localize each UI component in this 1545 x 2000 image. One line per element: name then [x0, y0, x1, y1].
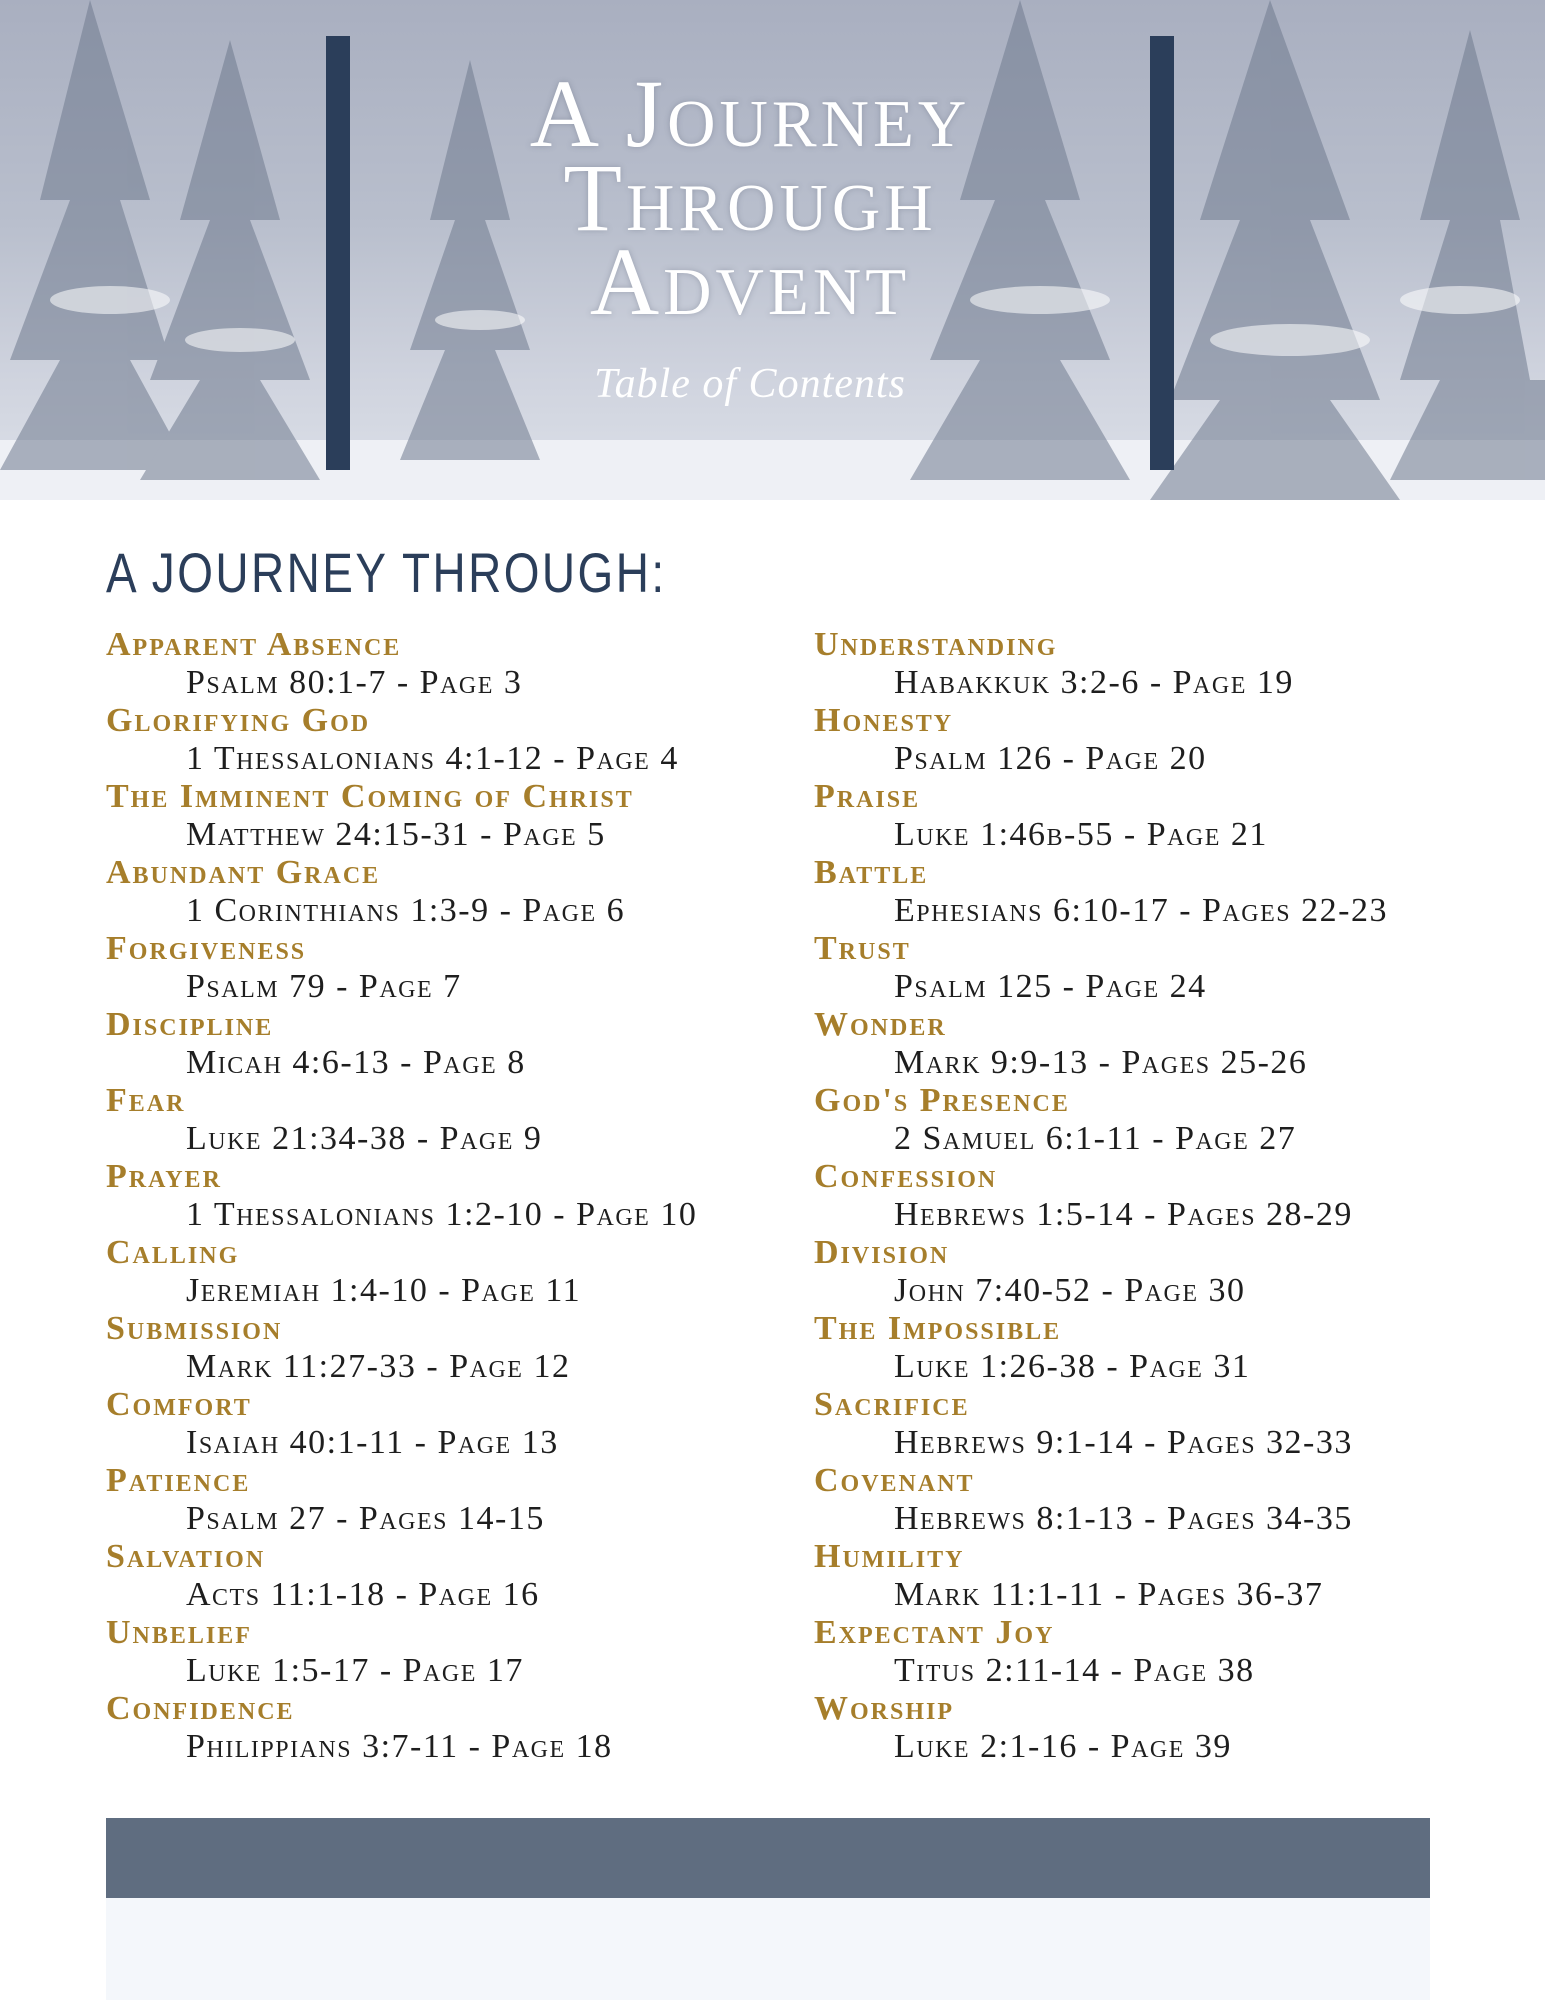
right-contents-column [814, 626, 1388, 1766]
toc-topic: Salvation [106, 1538, 266, 1575]
toc-topic: Fear [106, 1082, 186, 1119]
toc-topic: Glorifying God [106, 702, 371, 739]
right-accent-bar [1150, 36, 1174, 470]
toc-topic: Patience [106, 1462, 251, 1499]
toc-reference: Psalm 125 - Page 24 [894, 968, 1207, 1005]
footer-band [106, 1818, 1430, 1898]
toc-topic: Sacrifice [814, 1386, 970, 1423]
toc-reference: Philippians 3:7-11 - Page 18 [186, 1728, 613, 1765]
left-accent-bar [326, 36, 350, 470]
toc-entry [814, 854, 1388, 930]
toc-entry [814, 1006, 1388, 1082]
toc-topic: Confidence [106, 1690, 295, 1727]
toc-reference: Psalm 126 - Page 20 [894, 740, 1207, 777]
toc-reference: Mark 9:9-13 - Pages 25-26 [894, 1044, 1308, 1081]
toc-topic: Prayer [106, 1158, 222, 1195]
toc-entry [814, 626, 1388, 702]
toc-entry [106, 1158, 697, 1234]
toc-entry [106, 1006, 697, 1082]
toc-topic: Humility [814, 1538, 965, 1575]
toc-reference: Luke 1:26-38 - Page 31 [894, 1348, 1251, 1385]
toc-topic: Division [814, 1234, 950, 1271]
toc-reference: Micah 4:6-13 - Page 8 [186, 1044, 526, 1081]
toc-entry [106, 778, 697, 854]
toc-reference: Habakkuk 3:2-6 - Page 19 [894, 664, 1294, 701]
toc-reference: Hebrews 1:5-14 - Pages 28-29 [894, 1196, 1353, 1233]
title-line: Through [563, 144, 937, 251]
toc-entry [814, 1690, 1388, 1766]
toc-topic: Covenant [814, 1462, 975, 1499]
toc-entry [814, 1538, 1388, 1614]
toc-topic: Expectant Joy [814, 1614, 1055, 1651]
toc-entry [814, 1386, 1388, 1462]
toc-entry [106, 1462, 697, 1538]
toc-entry [814, 1310, 1388, 1386]
page-subtitle: Table of Contents [594, 361, 906, 407]
toc-topic: The Imminent Coming of Christ [106, 778, 634, 815]
toc-topic: Abundant Grace [106, 854, 381, 891]
toc-entry [106, 1690, 697, 1766]
title-line: Advent [589, 228, 911, 335]
toc-reference: Hebrews 8:1-13 - Pages 34-35 [894, 1500, 1353, 1537]
page-title [350, 60, 1150, 335]
toc-entry [814, 1082, 1388, 1158]
toc-topic: Confession [814, 1158, 998, 1195]
toc-reference: Acts 11:1-18 - Page 16 [186, 1576, 540, 1613]
toc-reference: Psalm 79 - Page 7 [186, 968, 462, 1005]
toc-entry [106, 1310, 697, 1386]
toc-reference: Titus 2:11-14 - Page 38 [894, 1652, 1255, 1689]
toc-entry [814, 1614, 1388, 1690]
toc-entry [814, 702, 1388, 778]
toc-topic: God's Presence [814, 1082, 1070, 1119]
toc-topic: Apparent Absence [106, 626, 402, 663]
toc-reference: 1 Thessalonians 4:1-12 - Page 4 [186, 740, 679, 777]
toc-topic: Calling [106, 1234, 240, 1271]
toc-topic: Wonder [814, 1006, 947, 1043]
toc-reference: Ephesians 6:10-17 - Pages 22-23 [894, 892, 1388, 929]
toc-reference: Luke 1:46b-55 - Page 21 [894, 816, 1268, 853]
toc-topic: Praise [814, 778, 921, 815]
toc-reference: Psalm 80:1-7 - Page 3 [186, 664, 523, 701]
toc-entry [106, 1082, 697, 1158]
title-line: A Journey [529, 60, 971, 167]
toc-topic: Comfort [106, 1386, 252, 1423]
toc-reference: 1 Thessalonians 1:2-10 - Page 10 [186, 1196, 698, 1233]
toc-entry [106, 626, 697, 702]
toc-reference: Jeremiah 1:4-10 - Page 11 [186, 1272, 582, 1309]
toc-entry [814, 1158, 1388, 1234]
toc-topic: Battle [814, 854, 929, 891]
toc-entry [106, 1234, 697, 1310]
toc-topic: Submission [106, 1310, 283, 1347]
toc-topic: Honesty [814, 702, 954, 739]
toc-topic: The Impossible [814, 1310, 1062, 1347]
toc-reference: 1 Corinthians 1:3-9 - Page 6 [186, 892, 626, 929]
toc-entry [106, 854, 697, 930]
toc-reference: John 7:40-52 - Page 30 [894, 1272, 1246, 1309]
toc-entry [814, 930, 1388, 1006]
footer-panel [106, 1898, 1430, 2000]
hero-banner [0, 0, 1545, 500]
toc-entry [106, 1386, 697, 1462]
toc-entry [814, 1234, 1388, 1310]
toc-topic: Trust [814, 930, 911, 967]
toc-entry [106, 1614, 697, 1690]
toc-entry [106, 1538, 697, 1614]
toc-reference: Isaiah 40:1-11 - Page 13 [186, 1424, 559, 1461]
left-contents-column [106, 626, 697, 1766]
section-heading: A JOURNEY THROUGH: [106, 541, 667, 604]
toc-reference: Hebrews 9:1-14 - Pages 32-33 [894, 1424, 1353, 1461]
toc-reference: 2 Samuel 6:1-11 - Page 27 [894, 1120, 1297, 1157]
toc-topic: Understanding [814, 626, 1058, 663]
toc-reference: Matthew 24:15-31 - Page 5 [186, 816, 606, 853]
toc-entry [814, 1462, 1388, 1538]
toc-topic: Worship [814, 1690, 955, 1727]
toc-topic: Forgiveness [106, 930, 307, 967]
toc-topic: Discipline [106, 1006, 274, 1043]
toc-entry [106, 930, 697, 1006]
toc-entry [814, 778, 1388, 854]
toc-reference: Luke 21:34-38 - Page 9 [186, 1120, 543, 1157]
toc-reference: Luke 2:1-16 - Page 39 [894, 1728, 1232, 1765]
toc-reference: Luke 1:5-17 - Page 17 [186, 1652, 524, 1689]
toc-reference: Psalm 27 - Pages 14-15 [186, 1500, 545, 1537]
toc-entry [106, 702, 697, 778]
toc-reference: Mark 11:27-33 - Page 12 [186, 1348, 571, 1385]
toc-reference: Mark 11:1-11 - Pages 36-37 [894, 1576, 1324, 1613]
toc-topic: Unbelief [106, 1614, 252, 1651]
